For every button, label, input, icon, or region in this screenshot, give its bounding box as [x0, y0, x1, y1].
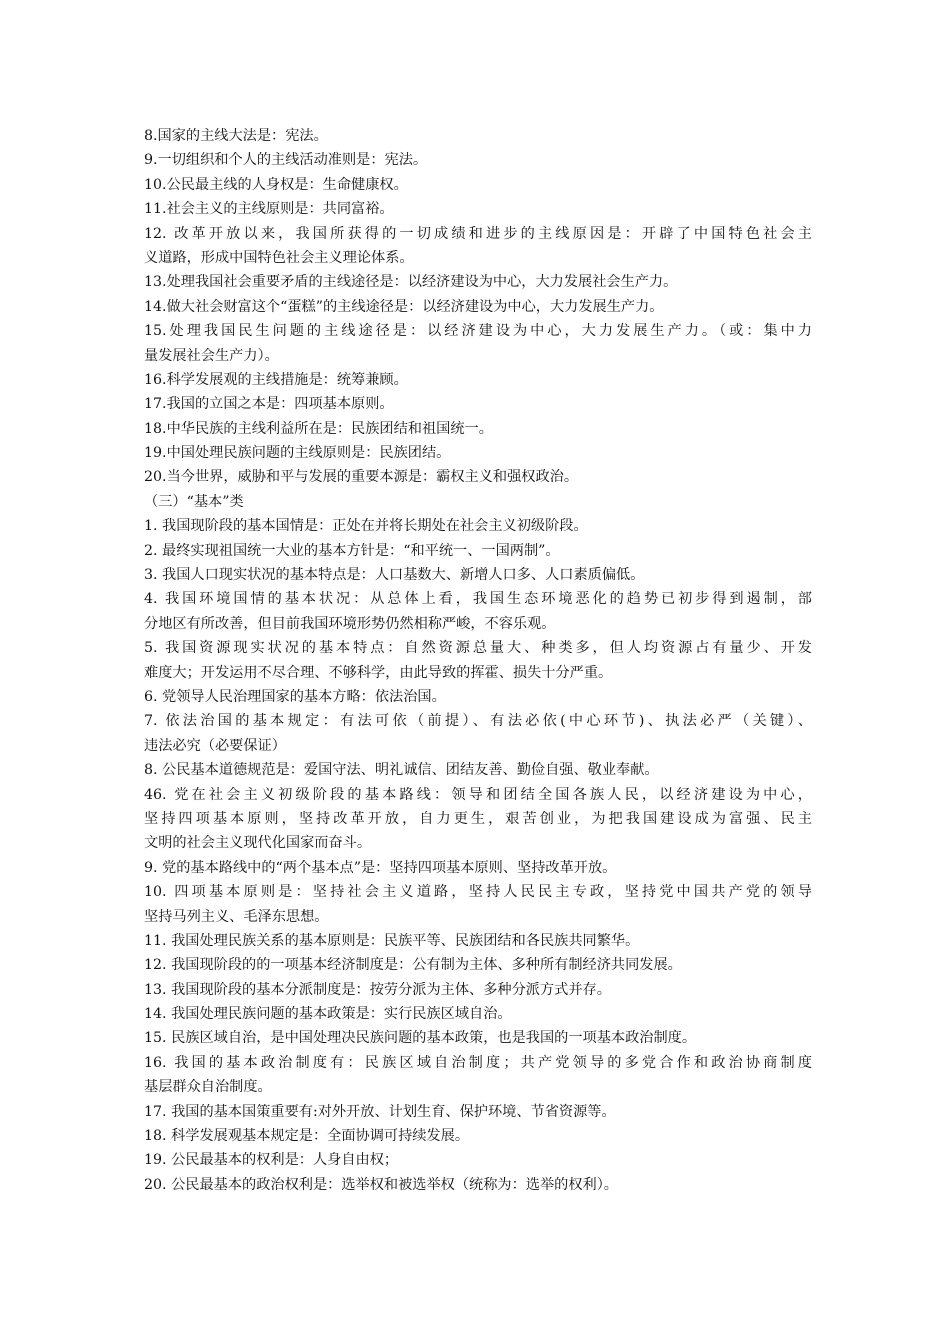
text-line: 14. 我国处理民族问题的基本政策是：实行民族区域自治。 [144, 1006, 512, 1023]
text-line: 13.处理我国社会重要矛盾的主线途径是：以经济建设为中心，大力发展社会生产力。 [144, 274, 678, 291]
text-line: 量发展社会生产力）。 [144, 347, 279, 364]
text-line: 基层群众自治制度。 [144, 1079, 272, 1096]
text-line: 4. 我国环境国情的基本状况：从总体上看，我国生态环境恶化的趋势已初步得到遏制，部 [144, 591, 812, 608]
text-line: 18. 科学发展观基本规定是：全面协调可持续发展。 [144, 1128, 470, 1145]
text-line: 12. 改革开放以来，我国所获得的一切成绩和进步的主线原因是：开辟了中国特色社会主 [144, 225, 812, 242]
text-line: 3. 我国人口现实状况的基本特点是：人口基数大、新增人口多、人口素质偏低。 [144, 567, 645, 584]
text-line: 10.公民最主线的人身权是：生命健康权。 [144, 176, 408, 193]
text-line: 坚持马列主义、毛泽东思想。 [144, 908, 329, 925]
document-body [144, 124, 812, 1197]
text-line: 坚持四项基本原则，坚持改革开放，自力更生，艰苦创业，为把我国建设成为富强、民主 [144, 810, 812, 827]
text-line: 17. 我国的基本国策重要有:对外开放、计划生育、保护环境、节省资源等。 [144, 1103, 616, 1120]
text-line: 19.中国处理民族问题的主线原则是：民族团结。 [144, 445, 451, 462]
text-line: 违法必究（必要保证） [144, 737, 286, 754]
text-line: 12. 我国现阶段的的一项基本经济制度是：公有制为主体、多种所有制经济共同发展。 [144, 957, 682, 974]
text-line: 义道路，形成中国特色社会主义理论体系。 [144, 249, 414, 266]
text-line: 17.我国的立国之本是：四项基本原则。 [144, 396, 394, 413]
text-line: 13. 我国现阶段的基本分派制度是：按劳分派为主体、多种分派方式并存。 [144, 981, 611, 998]
text-line: 8. 公民基本道德规范是：爱国守法、明礼诚信、团结友善、勤俭自强、敬业奉献。 [144, 762, 659, 779]
text-line: 20. 公民最基本的政治权利是：选举权和被选举权（统称为：选举的权利）。 [144, 1176, 618, 1193]
text-line: 9.一切组织和个人的主线活动准则是：宪法。 [144, 152, 428, 169]
text-line: 11.社会主义的主线原则是：共同富裕。 [144, 201, 394, 218]
text-line: 15. 民族区域自治，是中国处理决民族问题的基本政策，也是我国的一项基本政治制度。 [144, 1030, 697, 1047]
text-line: 文明的社会主义现代化国家而奋斗。 [144, 835, 372, 852]
text-line: 7. 依法治国的基本规定：有法可依（前提）、有法必依(中心环节)、执法必严（关键）、 [144, 713, 812, 730]
text-line: 2. 最终实现祖国统一大业的基本方针是：“和平统一、一国两制”。 [144, 542, 560, 559]
text-line: 19. 公民最基本的权利是：人身自由权； [144, 1152, 399, 1169]
text-line: 18.中华民族的主线利益所在是：民族团结和祖国统一。 [144, 420, 493, 437]
text-line: 46. 党在社会主义初级阶段的基本路线：领导和团结全国各族人民，以经济建设为中心， [144, 786, 812, 803]
text-line: 16. 我国的基本政治制度有：民族区域自治制度；共产党领导的多党合作和政治协商制度 [144, 1054, 812, 1071]
text-line: 9. 党的基本路线中的“两个基本点”是：坚持四项基本原则、坚持改革开放。 [144, 859, 617, 876]
text-line: 8.国家的主线大法是：宪法。 [144, 128, 328, 144]
text-line: 15.处理我国民生问题的主线途径是：以经济建设为中心，大力发展生产力。（或：集中力 [144, 323, 812, 340]
text-line: 11. 我国处理民族关系的基本原则是：民族平等、民族团结和各民族共同繁华。 [144, 932, 640, 949]
text-line: 14.做大社会财富这个“蛋糕”的主线途径是：以经济建设为中心，大力发展生产力。 [144, 298, 664, 315]
text-line: 6. 党领导人民治理国家的基本方略：依法治国。 [144, 688, 446, 705]
text-line: 20.当今世界，威胁和平与发展的重要本源是：霸权主义和强权政治。 [144, 469, 579, 486]
text-line: 5. 我国资源现实状况的基本特点：自然资源总量大、种类多，但人均资源占有量少、开发 [144, 640, 812, 657]
text-line: 难度大；开发运用不尽合理、不够科学，由此导致的挥霍、损失十分严重。 [144, 664, 613, 681]
text-line: （三）“基本”类 [144, 493, 244, 510]
text-line: 1. 我国现阶段的基本国情是：正处在并将长期处在社会主义初级阶段。 [144, 518, 588, 535]
text-line: 16.科学发展观的主线措施是：统筹兼顾。 [144, 371, 408, 388]
text-line: 分地区有所改善，但目前我国环境形势仍然相称严峻，不容乐观。 [144, 615, 556, 632]
text-line: 10. 四项基本原则是：坚持社会主义道路，坚持人民民主专政，坚持党中国共产党的领导 [144, 884, 812, 901]
